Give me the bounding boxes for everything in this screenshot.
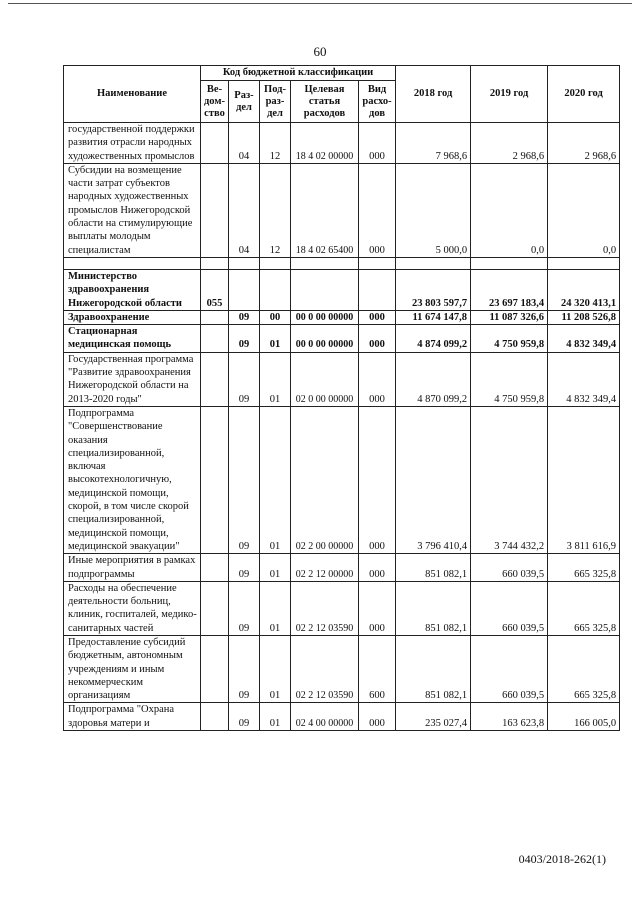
cell-vid: 000 xyxy=(359,406,396,553)
cell-razdel: 09 xyxy=(229,310,260,324)
cell-csr xyxy=(291,269,359,310)
cell-csr: 00 0 00 00000 xyxy=(291,310,359,324)
header-2018: 2018 год xyxy=(396,66,471,123)
cell-name: Подпрограмма "Охрана здоровья матери и xyxy=(64,703,201,731)
cell-razdel xyxy=(229,269,260,310)
cell-razdel: 09 xyxy=(229,581,260,635)
cell-ved xyxy=(201,703,229,731)
table-row xyxy=(64,554,620,582)
cell-vid: 000 xyxy=(359,163,396,257)
cell-y2019: 3 744 432,2 xyxy=(471,406,548,553)
cell-ved xyxy=(201,163,229,257)
empty-cell xyxy=(229,257,260,269)
cell-name: Государственная программа "Развитие здравоохранения Нижегородской области на 2013-2020 годы" xyxy=(64,352,201,406)
cell-podrazdel: 12 xyxy=(260,163,291,257)
page-number: 60 xyxy=(313,44,327,59)
cell-name: государственной поддержки развития отрасли народных художественных промыслов xyxy=(64,123,201,164)
cell-vid: 000 xyxy=(359,554,396,582)
cell-y2018: 235 027,4 xyxy=(396,703,471,731)
cell-csr: 02 0 00 00000 xyxy=(291,352,359,406)
cell-vid: 600 xyxy=(359,635,396,702)
cell-y2018: 851 082,1 xyxy=(396,581,471,635)
cell-podrazdel: 01 xyxy=(260,406,291,553)
cell-y2018: 11 674 147,8 xyxy=(396,310,471,324)
cell-podrazdel xyxy=(260,269,291,310)
empty-cell xyxy=(260,257,291,269)
top-rule xyxy=(8,3,632,4)
table-row xyxy=(64,123,620,164)
header-vid: Вид расхо-дов xyxy=(359,81,396,123)
cell-name: Здравоохранение xyxy=(64,310,201,324)
cell-y2020: 24 320 413,1 xyxy=(548,269,620,310)
cell-y2018: 23 803 597,7 xyxy=(396,269,471,310)
cell-name: Субсидии на возмещение части затрат субъектов народных художественных промыслов Нижегородской области на стимулирующие выплаты молодым специалистам xyxy=(64,163,201,257)
cell-vid: 000 xyxy=(359,352,396,406)
cell-y2019: 660 039,5 xyxy=(471,554,548,582)
table-body xyxy=(64,123,620,731)
cell-ved xyxy=(201,310,229,324)
cell-y2019: 660 039,5 xyxy=(471,581,548,635)
cell-name: Расходы на обеспечение деятельности больниц, клиник, госпиталей, медико-санитарных частей xyxy=(64,581,201,635)
cell-razdel: 09 xyxy=(229,554,260,582)
cell-podrazdel: 01 xyxy=(260,325,291,353)
header-2020: 2020 год xyxy=(548,66,620,123)
cell-csr: 02 2 12 00000 xyxy=(291,554,359,582)
cell-y2020: 166 005,0 xyxy=(548,703,620,731)
cell-csr: 18 4 02 65400 xyxy=(291,163,359,257)
cell-podrazdel: 01 xyxy=(260,635,291,702)
cell-y2019: 11 087 326,6 xyxy=(471,310,548,324)
cell-name: Предоставление субсидий бюджетным, автономным учреждениям и иным некоммерческим организациям xyxy=(64,635,201,702)
empty-cell xyxy=(396,257,471,269)
cell-razdel: 09 xyxy=(229,635,260,702)
cell-ved xyxy=(201,123,229,164)
cell-vid: 000 xyxy=(359,310,396,324)
cell-y2020: 665 325,8 xyxy=(548,554,620,582)
cell-y2020: 3 811 616,9 xyxy=(548,406,620,553)
cell-y2020: 2 968,6 xyxy=(548,123,620,164)
cell-ved xyxy=(201,554,229,582)
cell-vid: 000 xyxy=(359,123,396,164)
cell-y2018: 5 000,0 xyxy=(396,163,471,257)
cell-name: Иные мероприятия в рамках подпрограммы xyxy=(64,554,201,582)
cell-y2020: 665 325,8 xyxy=(548,635,620,702)
cell-y2019: 163 623,8 xyxy=(471,703,548,731)
cell-ved xyxy=(201,325,229,353)
cell-y2019: 0,0 xyxy=(471,163,548,257)
cell-podrazdel: 12 xyxy=(260,123,291,164)
cell-y2018: 4 874 099,2 xyxy=(396,325,471,353)
cell-razdel: 04 xyxy=(229,123,260,164)
empty-cell xyxy=(201,257,229,269)
header-2019: 2019 год xyxy=(471,66,548,123)
table-row xyxy=(64,406,620,553)
cell-y2020: 4 832 349,4 xyxy=(548,325,620,353)
cell-y2020: 11 208 526,8 xyxy=(548,310,620,324)
cell-y2018: 851 082,1 xyxy=(396,635,471,702)
cell-vid: 000 xyxy=(359,325,396,353)
table-row xyxy=(64,269,620,310)
cell-y2019: 23 697 183,4 xyxy=(471,269,548,310)
cell-name: Министерство здравоохранения Нижегородской области xyxy=(64,269,201,310)
header-code-group: Код бюджетной классификации xyxy=(201,66,396,81)
cell-ved xyxy=(201,406,229,553)
header-razdel: Раз-дел xyxy=(229,81,260,123)
table-row xyxy=(64,581,620,635)
cell-vid xyxy=(359,269,396,310)
header-podrazdel: Под-раз-дел xyxy=(260,81,291,123)
cell-y2020: 665 325,8 xyxy=(548,581,620,635)
header-celevaya: Целевая статья расходов xyxy=(291,81,359,123)
cell-razdel: 09 xyxy=(229,406,260,553)
cell-csr: 18 4 02 00000 xyxy=(291,123,359,164)
cell-name: Подпрограмма "Совершенствование оказания специализированной, включая высокотехнологичную, медицинской помощи, скорой, в том числе скорой специализированной, медицинской помощи, медицинской эвакуации" xyxy=(64,406,201,553)
empty-cell xyxy=(64,257,201,269)
table-row xyxy=(64,703,620,731)
cell-razdel: 09 xyxy=(229,352,260,406)
cell-y2019: 2 968,6 xyxy=(471,123,548,164)
empty-cell xyxy=(471,257,548,269)
cell-razdel: 04 xyxy=(229,163,260,257)
table-row xyxy=(64,310,620,324)
cell-csr: 02 2 12 03590 xyxy=(291,635,359,702)
header-vedomstvo: Ве-дом-ство xyxy=(201,81,229,123)
cell-y2018: 4 870 099,2 xyxy=(396,352,471,406)
empty-cell xyxy=(548,257,620,269)
cell-razdel: 09 xyxy=(229,703,260,731)
cell-vid: 000 xyxy=(359,703,396,731)
cell-csr: 00 0 00 00000 xyxy=(291,325,359,353)
empty-cell xyxy=(359,257,396,269)
empty-cell xyxy=(291,257,359,269)
cell-y2018: 7 968,6 xyxy=(396,123,471,164)
cell-podrazdel: 01 xyxy=(260,703,291,731)
cell-ved xyxy=(201,352,229,406)
table-row xyxy=(64,163,620,257)
cell-y2018: 851 082,1 xyxy=(396,554,471,582)
cell-ved: 055 xyxy=(201,269,229,310)
cell-y2018: 3 796 410,4 xyxy=(396,406,471,553)
table-row xyxy=(64,635,620,702)
header-name: Наименование xyxy=(64,66,201,123)
cell-csr: 02 2 00 00000 xyxy=(291,406,359,553)
cell-razdel: 09 xyxy=(229,325,260,353)
spacer-row xyxy=(64,257,620,269)
cell-podrazdel: 00 xyxy=(260,310,291,324)
table-row xyxy=(64,352,620,406)
cell-ved xyxy=(201,635,229,702)
footer-code: 0403/2018-262(1) xyxy=(518,852,606,866)
cell-podrazdel: 01 xyxy=(260,581,291,635)
cell-ved xyxy=(201,581,229,635)
table-row xyxy=(64,325,620,353)
budget-table xyxy=(63,65,620,731)
cell-y2019: 4 750 959,8 xyxy=(471,352,548,406)
cell-podrazdel: 01 xyxy=(260,352,291,406)
cell-csr: 02 4 00 00000 xyxy=(291,703,359,731)
cell-vid: 000 xyxy=(359,581,396,635)
cell-podrazdel: 01 xyxy=(260,554,291,582)
cell-name: Стационарная медицинская помощь xyxy=(64,325,201,353)
cell-csr: 02 2 12 03590 xyxy=(291,581,359,635)
cell-y2020: 4 832 349,4 xyxy=(548,352,620,406)
cell-y2019: 660 039,5 xyxy=(471,635,548,702)
cell-y2019: 4 750 959,8 xyxy=(471,325,548,353)
cell-y2020: 0,0 xyxy=(548,163,620,257)
